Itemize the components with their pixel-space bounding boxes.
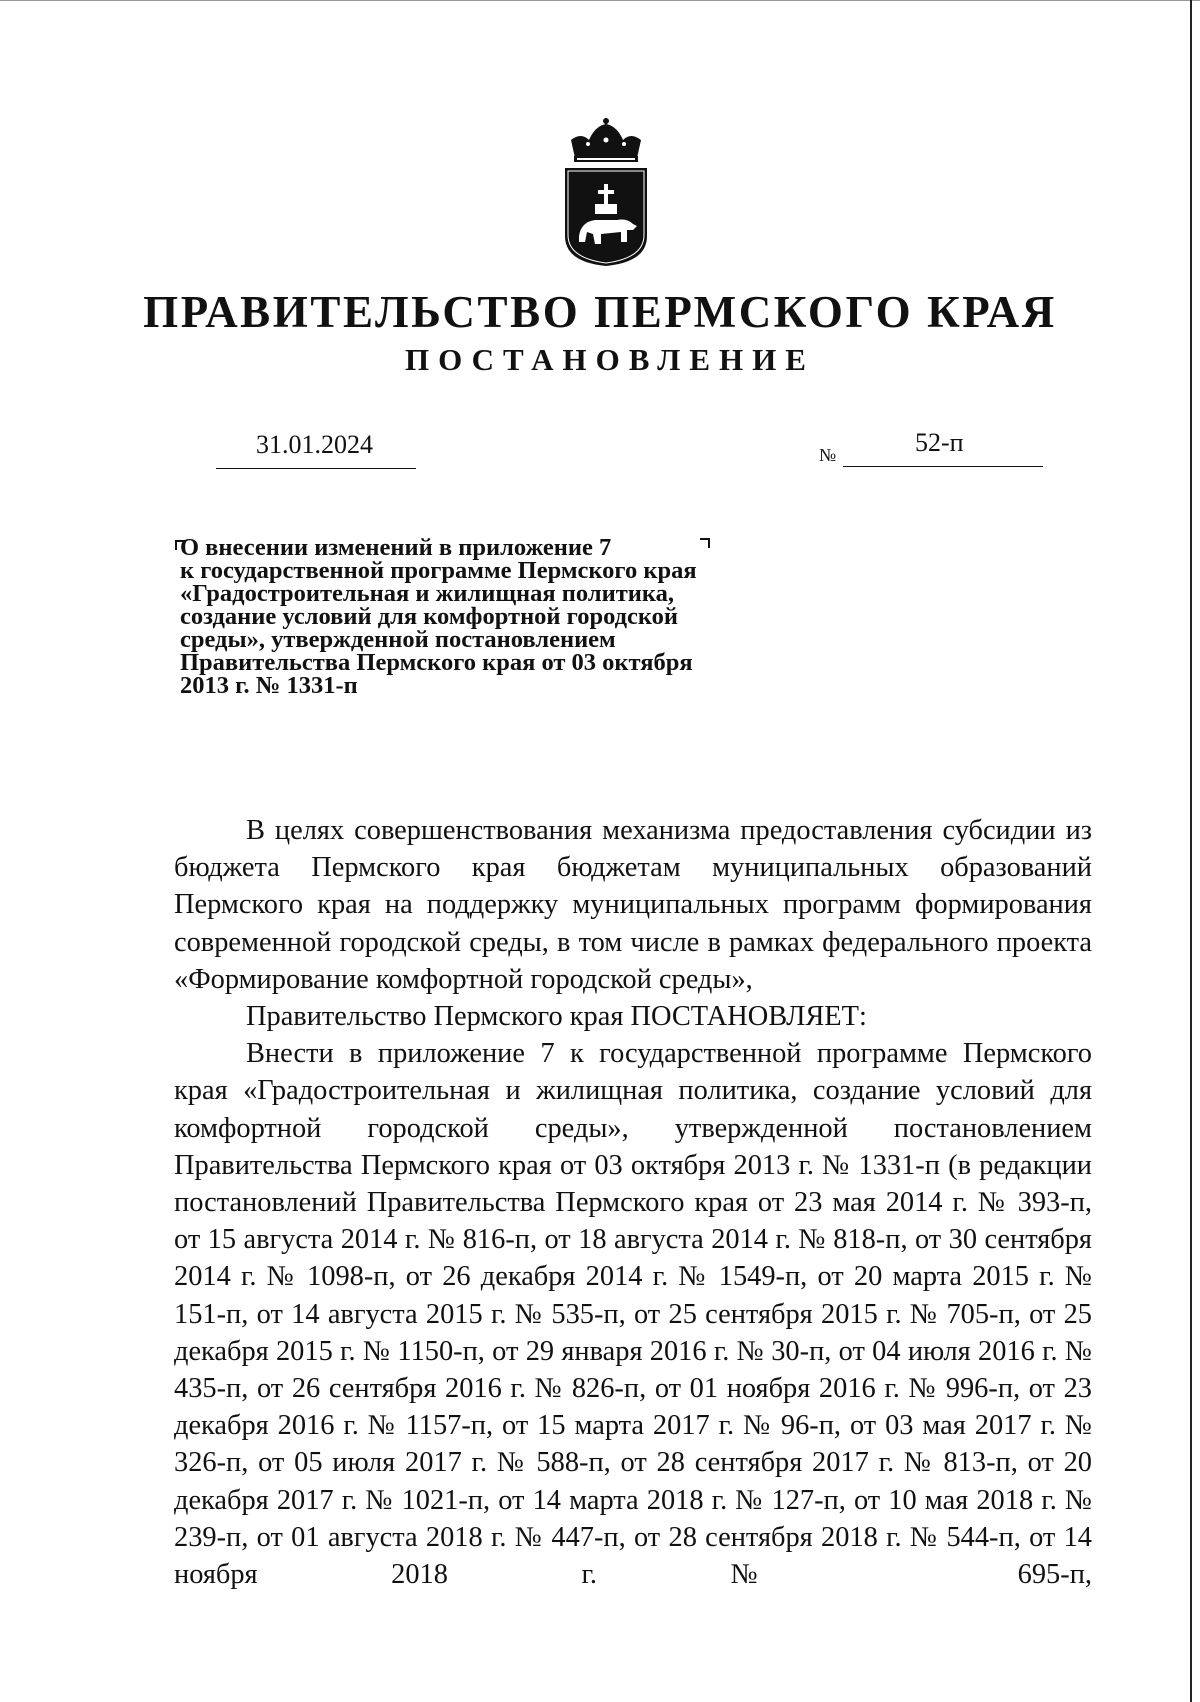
document-number-field bbox=[843, 426, 1043, 467]
subject-line: создание условий для комфортной городской bbox=[180, 603, 679, 630]
document-date: 31.01.2024 bbox=[256, 430, 373, 459]
page-edge bbox=[0, 0, 1200, 1]
subject-line: среды», утвержденной постановлением bbox=[180, 626, 616, 653]
subject-line: к государственной программе Пермского края bbox=[180, 557, 697, 584]
subject-line: «Градостроительная и жилищная политика, bbox=[180, 580, 674, 607]
subject-line: О внесении изменений в приложение 7 bbox=[180, 534, 612, 561]
document-number: 52-п bbox=[915, 428, 964, 457]
organization-title: ПРАВИТЕЛЬСТВО ПЕРМСКОГО КРАЯ bbox=[143, 287, 1057, 337]
document-date-field bbox=[216, 428, 416, 469]
subject-line: 2013 г. № 1331-п bbox=[180, 672, 358, 699]
document-subject bbox=[180, 536, 820, 697]
perm-krai-coat-of-arms-icon bbox=[561, 118, 651, 268]
body-paragraph: Правительство Пермского края ПОСТАНОВЛЯЕТ: bbox=[246, 1001, 867, 1033]
document-type: ПОСТАНОВЛЕНИЕ bbox=[405, 342, 815, 377]
page-edge-right bbox=[1190, 0, 1192, 1702]
document-body bbox=[174, 812, 1092, 1593]
subject-line: Правительства Пермского края от 03 октября bbox=[180, 649, 693, 676]
body-paragraph: Внести в приложение 7 к государственной программе Пермского края «Градостроительная и жилищная политика, создание условий для комфортной городской среды», утвержденной постановлением Правительства Пермского края от 03 октября 2013 г. № 1331-п (в редакции постановлений Правительства Пермского края от 23 мая 2014 г. № 393-п, от 15 августа 2014 г. № 816-п, от 18 августа 2014 г. № 818-п, от 30 сентября 2014 г. № 1098-п, от 26 декабря 2014 г. № 1549-п, от 20 марта 2015 г. № 151-п, от 14 августа 2015 г. № 535-п, от 25 сентября 2015 г. № 705-п, от 25 декабря 2015 г. № 1150-п, от 29 января 2016 г. № 30-п, от 04 июля 2016 г. № 435-п, от 26 сентября 2016 г. № 826-п, от 01 ноября 2016 г. № 996-п, от 23 декабря 2016 г. № 1157-п, от 15 марта 2017 г. № 96-п, от 03 мая 2017 г. № 326-п, от 05 июля 2017 г. № 588-п, от 28 сентября 2017 г. № 813-п, от 20 декабря 2017 г. № 1021-п, от 14 марта 2018 г. № 127-п, от 10 мая 2018 г. № 239-п, от 01 августа 2018 г. № 447-п, от 28 сентября 2018 г. № 544-п, от 14 ноября 2018 г. № 695-п, bbox=[174, 1038, 1092, 1591]
body-paragraph: В целях совершенствования механизма предоставления субсидии из бюджета Пермского края бюджетам муниципальных образований Пермского края на поддержку муниципальных программ формирования современной городской среды, в том числе в рамках федерального проекта «Формирование комфортной городской среды», bbox=[174, 815, 1092, 995]
number-sign: № bbox=[819, 445, 837, 465]
